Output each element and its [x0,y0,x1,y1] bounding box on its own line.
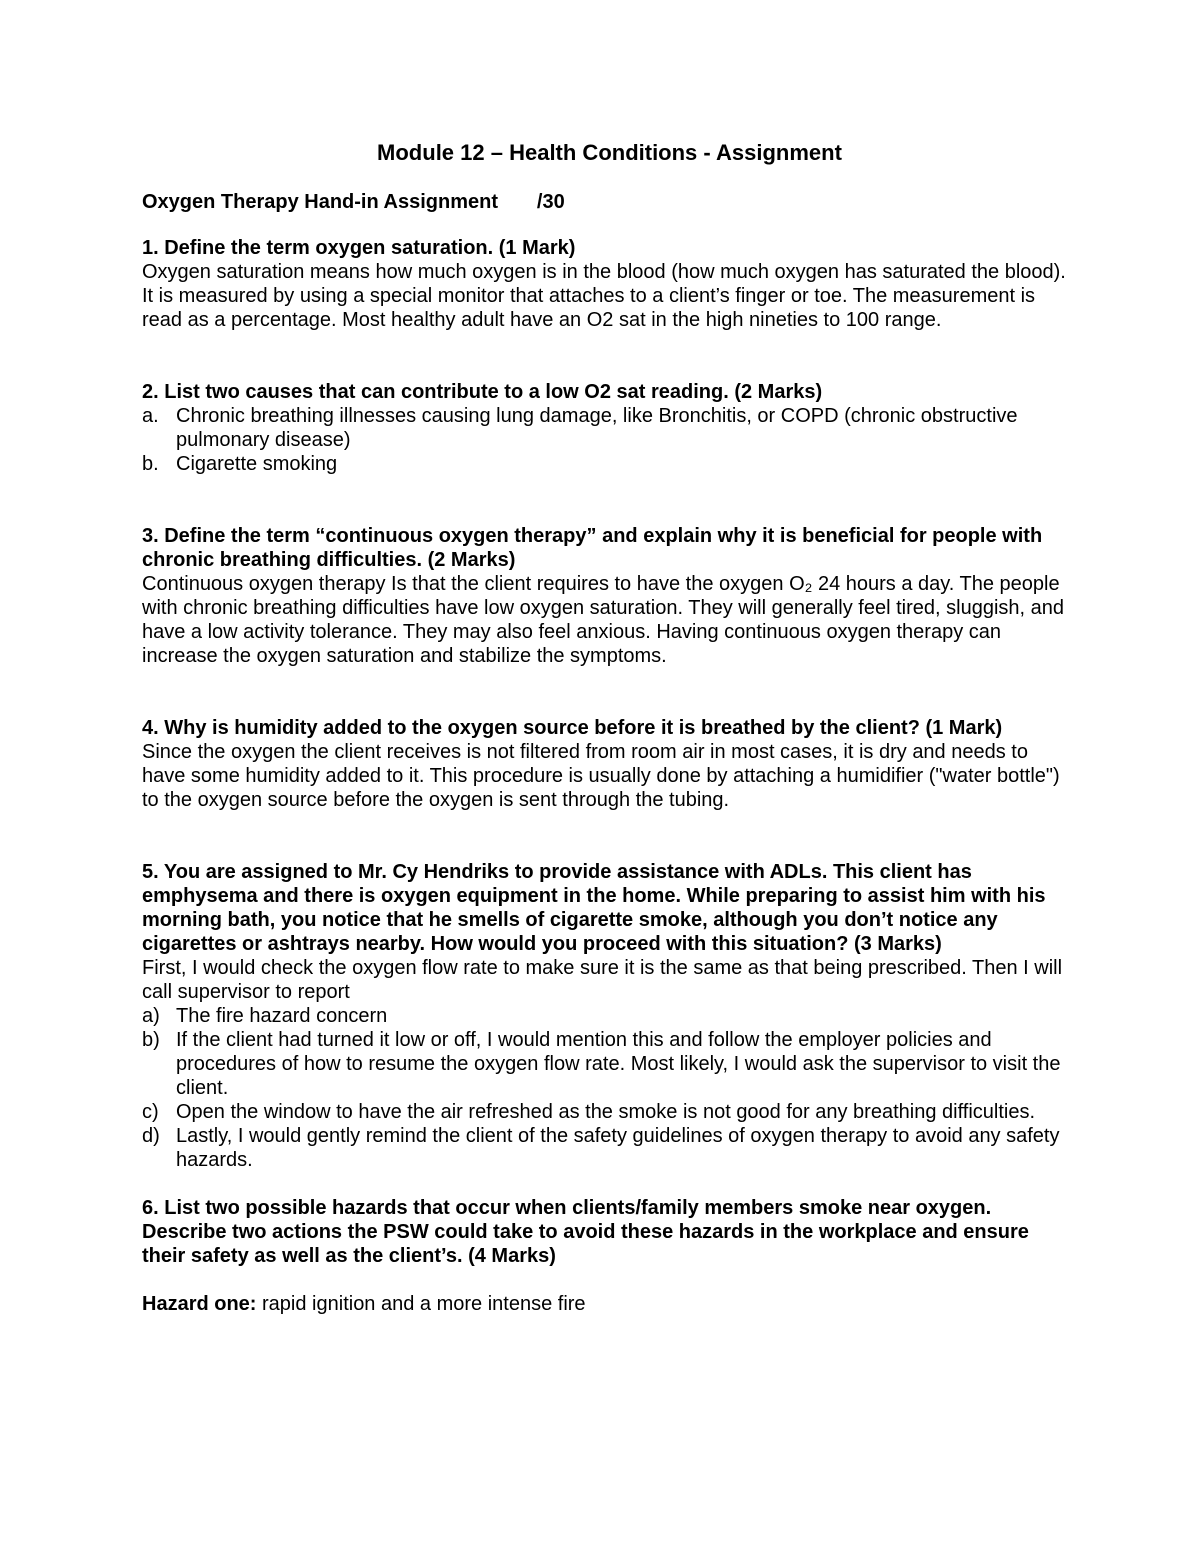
assignment-line [142,190,1067,214]
list-marker: d) [142,1125,160,1147]
document-title: Module 12 – Health Conditions - Assignment [377,140,842,165]
list-item-text: Lastly, I would gently remind the client of the safety guidelines of oxygen therapy to avoid any safety hazards. [176,1125,1060,1171]
list-marker: b) [142,1029,160,1051]
list-marker: a) [142,1005,160,1027]
question-2-list [142,404,1067,476]
list-item-text: Open the window to have the air refreshed as the smoke is not good for any breathing difficulties. [176,1101,1036,1123]
question-5-list [142,1004,1067,1172]
hazard-one-label: Hazard one: [142,1293,257,1315]
question-1-heading: 1. Define the term oxygen saturation. (1 Mark) [142,237,576,259]
list-item-text: Cigarette smoking [176,453,338,475]
spacer [142,812,1067,860]
list-item [142,1100,1067,1124]
question-4 [142,716,1067,812]
spacer [142,1172,1067,1196]
list-marker: a. [142,405,159,427]
spacer [142,1268,1067,1292]
question-6 [142,1196,1067,1316]
question-6-heading: 6. List two possible hazards that occur when clients/family members smoke near oxygen. Describe two actions the PSW could take to avoid these hazards in the workplace and ensure their safety as well as the client’s. (4 Marks) [142,1197,1029,1267]
question-4-heading: 4. Why is humidity added to the oxygen source before it is breathed by the client? (1 Mark) [142,717,1003,739]
spacer [142,668,1067,716]
question-3 [142,524,1067,668]
assignment-label: Oxygen Therapy Hand-in Assignment [142,191,498,213]
hazard-one-text: rapid ignition and a more intense fire [256,1293,586,1315]
list-item [142,452,1067,476]
list-item [142,1028,1067,1100]
list-item [142,1004,1067,1028]
list-item [142,1124,1067,1172]
hazard-one [142,1292,1067,1316]
question-5-heading: 5. You are assigned to Mr. Cy Hendriks to provide assistance with ADLs. This client has emphysema and there is oxygen equipment in the home. While preparing to assist him with his morning bath, you notice that he smells of cigarette smoke, although you don’t notice any cigarettes or ashtrays nearby. How would you proceed with this situation? (3 Marks) [142,861,1046,955]
spacer [142,476,1067,524]
list-item-text: The fire hazard concern [176,1005,388,1027]
question-1-answer: Oxygen saturation means how much oxygen is in the blood (how much oxygen has saturated the blood). It is measured by using a special monitor that attaches to a client’s finger or toe. The measurement is read as a percentage. Most healthy adult have an O2 sat in the high nineties to 100 range. [142,261,1066,331]
list-item-text: If the client had turned it low or off, I would mention this and follow the employer policies and procedures of how to resume the oxygen flow rate. Most likely, I would ask the supervisor to visit the client. [176,1029,1061,1099]
question-5-answer: First, I would check the oxygen flow rate to make sure it is the same as that being prescribed. Then I will call supervisor to report [142,957,1063,1003]
assignment-total: /30 [536,191,565,213]
spacer [142,332,1067,380]
list-marker: c) [142,1101,159,1123]
question-2 [142,380,1067,476]
document-page [142,138,1067,1316]
question-2-heading: 2. List two causes that can contribute to a low O2 sat reading. (2 Marks) [142,381,823,403]
question-1 [142,236,1067,332]
question-3-heading: 3. Define the term “continuous oxygen therapy” and explain why it is beneficial for people with chronic breathing difficulties. (2 Marks) [142,525,1043,571]
question-5 [142,860,1067,1172]
list-item [142,404,1067,452]
list-item-text: Chronic breathing illnesses causing lung damage, like Bronchitis, or COPD (chronic obstructive pulmonary disease) [176,405,1018,451]
question-3-answer: Continuous oxygen therapy Is that the client requires to have the oxygen O₂ 24 hours a day. The people with chronic breathing difficulties have low oxygen saturation. They will generally feel tired, sluggish, and have a low activity tolerance. They may also feel anxious. Having continuous oxygen therapy can increase the oxygen saturation and stabilize the symptoms. [142,573,1064,667]
question-4-answer: Since the oxygen the client receives is not filtered from room air in most cases, it is dry and needs to have some humidity added to it. This procedure is usually done by attaching a humidifier ("water bottle") to the oxygen source before the oxygen is sent through the tubing. [142,741,1060,811]
list-marker: b. [142,453,159,475]
